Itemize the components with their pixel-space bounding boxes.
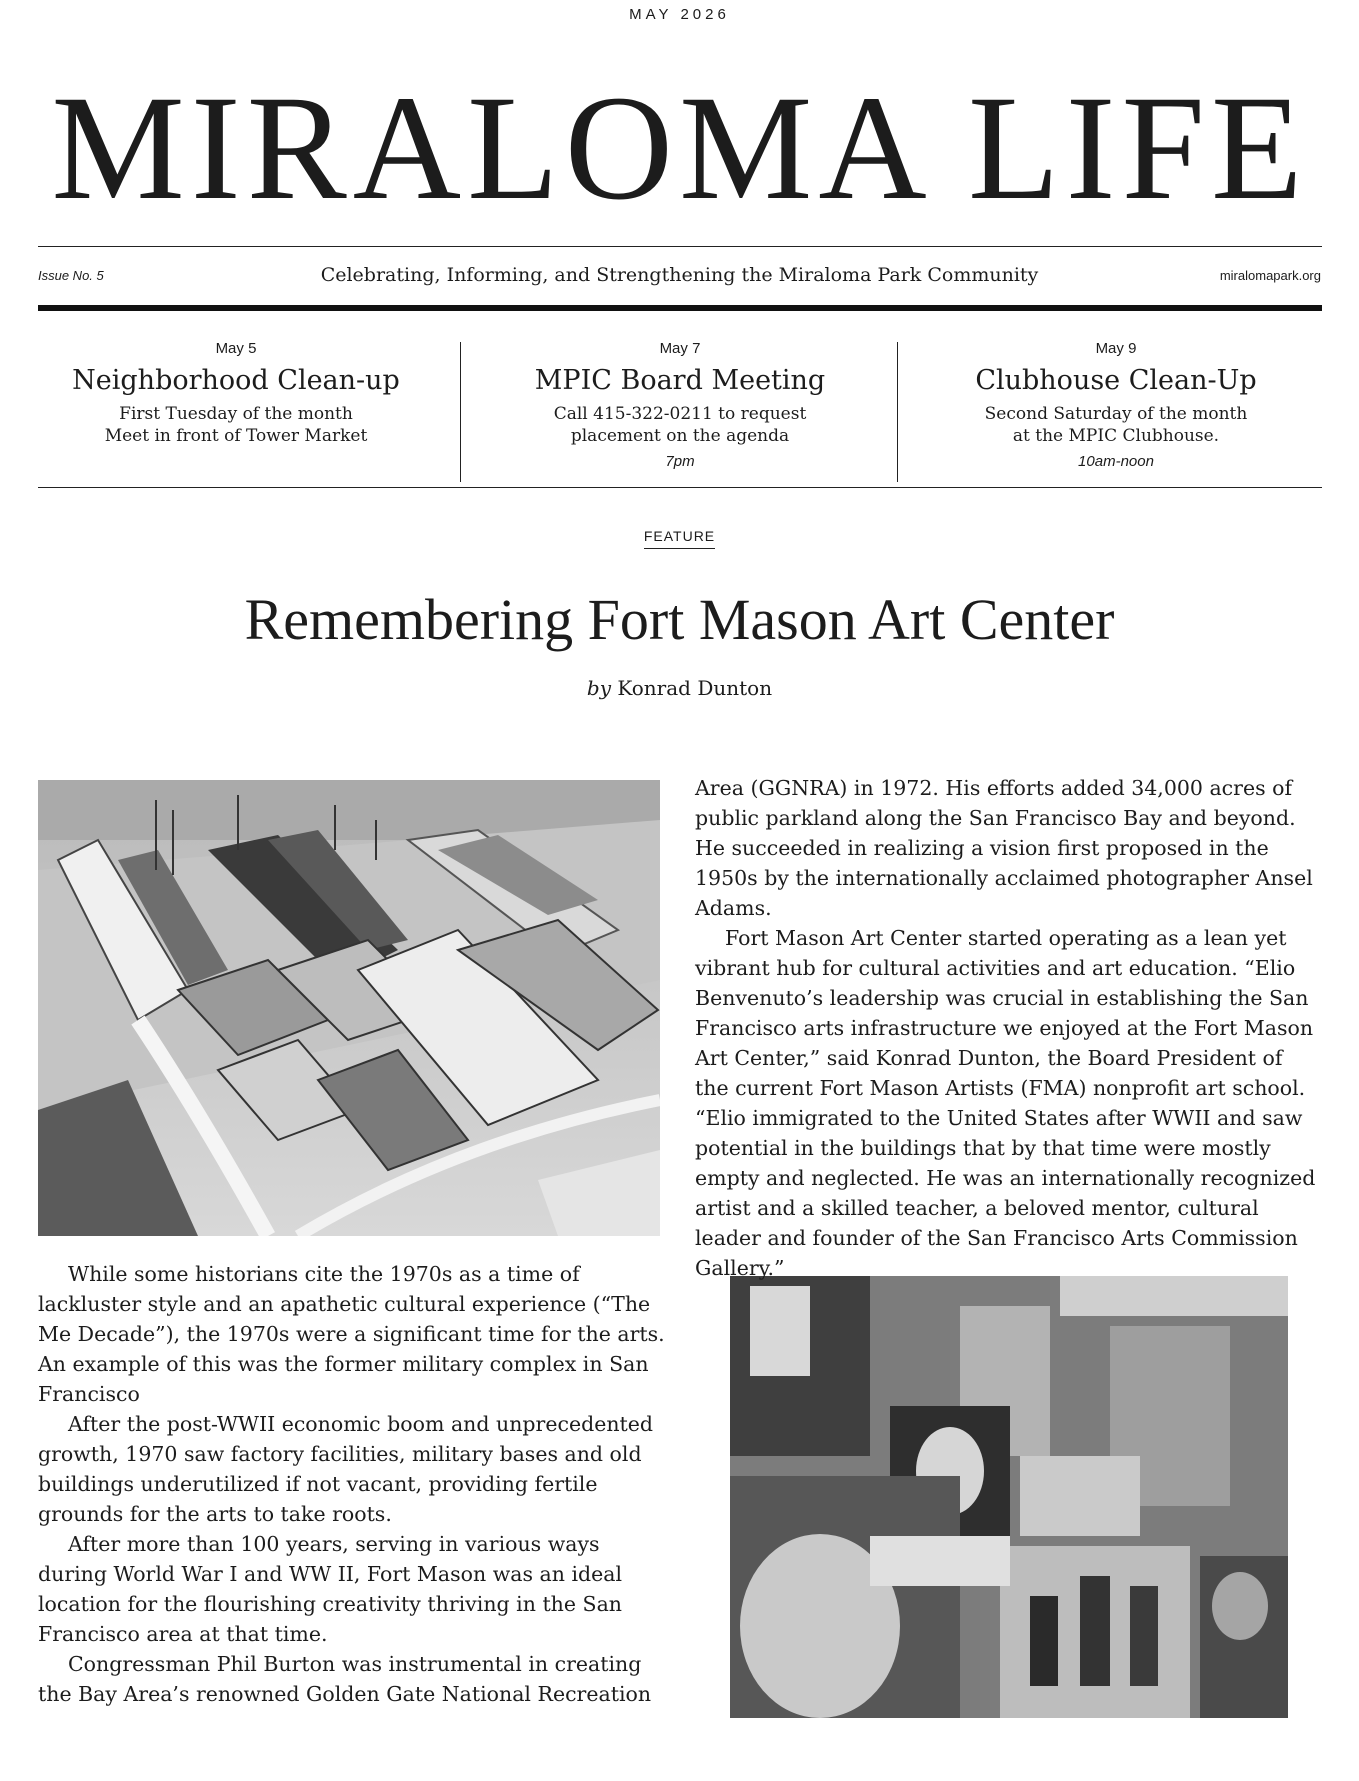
- feature-tag-label: FEATURE: [644, 528, 715, 549]
- aerial-photo-fort-mason: [38, 780, 660, 1236]
- byline-author: Konrad Dunton: [617, 676, 773, 700]
- event-time: 10am-noon: [1078, 453, 1154, 470]
- article-paragraph: After more than 100 years, serving in various ways during World War I and WW II, Fort Mason was an ideal location for the flourishing creativity thriving in the San Francisco area at that time.: [38, 1532, 623, 1646]
- collage-graphic: [730, 1276, 1288, 1718]
- article-paragraph: After the post-WWII economic boom and unprecedented growth, 1970 saw factory facilities, military bases and old buildings underutilized if not vacant, providing fertile grounds for the arts to take roots.: [38, 1412, 654, 1526]
- event-description-line: Second Saturday of the month: [984, 404, 1248, 424]
- masthead-rule-thick: [38, 305, 1322, 311]
- event-description-line: Call 415-322-0211 to request: [553, 404, 807, 424]
- article-paragraph: Area (GGNRA) in 1972. His efforts added 34,000 acres of public parkland along the San Francisco Bay and beyond. He succeeded in realizing a vision first proposed in the 1950s by the internationally acclaimed photographer Ansel Adams.: [695, 776, 1313, 920]
- article-column-right: [695, 773, 1321, 1283]
- event-time: 7pm: [665, 453, 695, 470]
- event-clubhouse-cleanup: [918, 340, 1314, 470]
- event-divider: [460, 342, 461, 482]
- event-description-line: Meet in front of Tower Market: [104, 426, 368, 446]
- article-byline: [0, 676, 1359, 700]
- feature-tag: [0, 528, 1359, 549]
- event-title: Clubhouse Clean-Up: [975, 365, 1257, 396]
- issue-date: MAY 2026: [629, 6, 730, 23]
- event-description-line: at the MPIC Clubhouse.: [1012, 426, 1220, 446]
- event-date: May 5: [215, 340, 257, 357]
- events-rule-bottom: [38, 487, 1322, 488]
- tagline: Celebrating, Informing, and Strengthening the Miraloma Park Community: [320, 264, 1039, 286]
- events-bar: [38, 340, 1322, 485]
- event-description-line: First Tuesday of the month: [119, 404, 353, 424]
- collage-photo: [730, 1276, 1288, 1718]
- masthead-rule-top: [38, 246, 1322, 247]
- website-link[interactable]: miralomapark.org: [1219, 268, 1321, 283]
- issue-number: Issue No. 5: [38, 268, 104, 283]
- event-board-meeting: [482, 340, 878, 470]
- event-neighborhood-cleanup: [38, 340, 434, 447]
- article-column-left: [38, 1259, 666, 1709]
- aerial-photo-graphic: [38, 780, 660, 1236]
- byline-prefix: by: [586, 676, 611, 700]
- event-title: MPIC Board Meeting: [534, 365, 826, 396]
- event-date: May 9: [1095, 340, 1137, 357]
- article-paragraph: Fort Mason Art Center started operating as a lean yet vibrant hub for cultural activities and art education. “Elio Benvenuto’s leadership was crucial in establishing the San Francisco arts infrastructure we enjoyed at the Fort Mason Art Center,” said Konrad Dunton, the Board President of the current Fort Mason Artists (FMA) nonprofit art school. “Elio immigrated to the United States after WWII and saw potential in the buildings that by that time were mostly empty and neglected. He was an internationally recognized artist and a skilled teacher, a beloved mentor, cultural leader and founder of the San Francisco Arts Commission Gallery.”: [695, 926, 1316, 1280]
- article-paragraph: While some historians cite the 1970s as a time of lackluster style and an apathetic cultural experience (“The Me Decade”), the 1970s were a significant time for the arts. An example of this was the former military complex in San Francisco: [38, 1262, 665, 1406]
- event-title: Neighborhood Clean-up: [72, 365, 400, 396]
- article-paragraph: Congressman Phil Burton was instrumental in creating the Bay Area’s renowned Golden Gate National Recreation: [38, 1652, 652, 1706]
- event-divider: [897, 342, 898, 482]
- event-date: May 7: [659, 340, 701, 357]
- masthead-title: MIRALOMA LIFE: [51, 65, 1309, 231]
- event-description-line: placement on the agenda: [570, 426, 790, 446]
- article-headline: Remembering Fort Mason Art Center: [244, 587, 1115, 652]
